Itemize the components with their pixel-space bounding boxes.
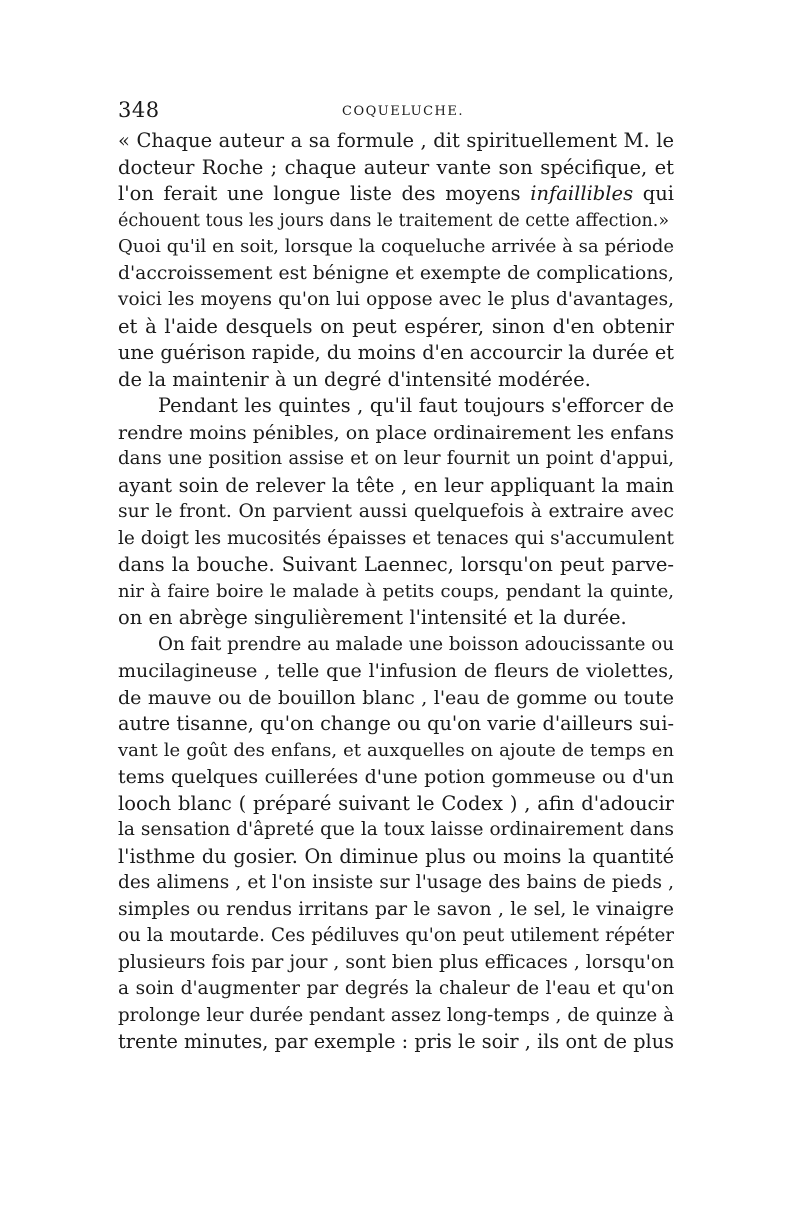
text-line: de mauve ou de bouillon blanc , l'eau de gomme ou toute [118, 686, 674, 709]
text-line: ayant soin de relever la tête , en leur appliquant la main [118, 473, 674, 497]
text-line: l'on ferait une longue liste des moyens infaillibles qui [118, 182, 675, 205]
text-line: looch blanc ( préparé suivant le Codex ) , afin d'adoucir [118, 791, 674, 815]
body-text [118, 128, 674, 1056]
text-line: simples ou rendus irritans par le savon , le sel, le vinaigre [118, 898, 674, 920]
italic-word: infaillibles [530, 182, 634, 205]
text-line: plusieurs fois par jour , sont bien plus efficaces , lorsqu'on [118, 951, 675, 973]
page-number: 348 [118, 98, 160, 122]
text-line: le doigt les mucosités épaisses et tenaces qui s'accumulent [118, 527, 674, 549]
text-line: de la maintenir à un degré d'intensité modérée. [118, 367, 591, 391]
text-line: voici les moyens qu'on lui oppose avec le plus d'avantages, [118, 289, 674, 310]
text-line: Quoi qu'il en soit, lorsque la coqueluche arrivée à sa période [118, 236, 674, 257]
text-line: tems quelques cuillerées d'une potion gommeuse ou d'un [118, 766, 674, 788]
text-line: docteur Roche ; chaque auteur vante son spécifique, et [118, 155, 674, 179]
text-line: mucilagineuse , telle que l'infusion de fleurs de violettes, [118, 660, 674, 682]
text-line: la sensation d'âpreté que la toux laisse ordinairement dans [118, 819, 674, 840]
text-line: une guérison rapide, du moins d'en accourcir la durée et [118, 341, 674, 364]
text-line: nir à faire boire le malade à petits coups, pendant la quinte, [118, 580, 674, 602]
text-line: ou la moutarde. Ces pédiluves qu'on peut utilement répéter [118, 925, 674, 946]
text-line: dans la bouche. Suivant Laennec, lorsqu'on peut parve- [118, 553, 674, 576]
text-line: autre tisanne, qu'on change ou qu'on varie d'ailleurs sui- [118, 712, 674, 735]
text-line: dans une position assise et on leur fournit un point d'appui, [118, 448, 674, 469]
text-line: des alimens , et l'on insiste sur l'usage des bains de pieds , [118, 872, 674, 893]
text-line: On fait prendre au malade une boisson adoucissante ou [158, 633, 675, 655]
text-line: on en abrège singulièrement l'intensité et la durée. [118, 606, 627, 629]
running-title: COQUELUCHE. [342, 104, 464, 119]
text-line: rendre moins pénibles, on place ordinairement les enfans [118, 421, 674, 444]
text-line: échouent tous les jours dans le traitement de cette affection.» [118, 210, 670, 231]
text-line: sur le front. On parvient aussi quelquefois à extraire avec [118, 501, 674, 522]
text-line: d'accroissement est bénigne et exempte de complications, [118, 262, 674, 284]
text-line: Pendant les quintes , qu'il faut toujours s'efforcer de [158, 394, 674, 417]
text-line: vant le goût des enfans, et auxquelles on ajoute de temps en [118, 739, 674, 761]
text-line: et à l'aide desquels on peut espérer, sinon d'en obtenir [118, 314, 674, 338]
text-line: prolonge leur durée pendant assez long-temps , de quinze à [118, 1004, 674, 1026]
text-line: a soin d'augmenter par degrés la chaleur de l'eau et qu'on [118, 978, 674, 999]
text-line: « Chaque auteur a sa formule , dit spirituellement M. le [118, 129, 674, 152]
text-line: trente minutes, par exemple : pris le soir , ils ont de plus [118, 1030, 674, 1053]
text-line: l'isthme du gosier. On diminue plus ou moins la quantité [118, 844, 674, 868]
